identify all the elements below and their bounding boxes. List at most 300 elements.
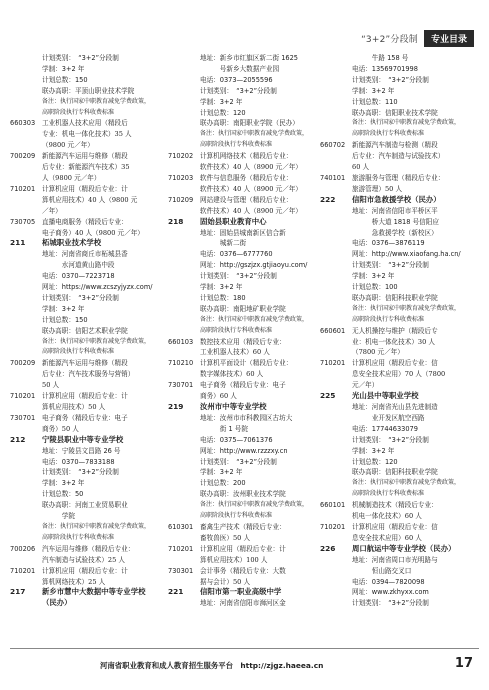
entry-text: 地址：汝州市市科教园区古坊大 [200,413,293,422]
entry-code [320,260,352,271]
info-line [168,326,314,337]
major-entry [10,206,160,217]
entry-text: 高职阶段执行专科收费标准 [352,490,425,498]
info-line [168,282,314,293]
school-entry [10,598,160,609]
entry-text: 计算机应用（精段后专业：信 [352,522,438,531]
info-line [168,118,314,129]
major-entry [10,162,160,173]
entry-code [10,337,42,348]
entry-code [10,347,42,358]
info-line [10,315,160,326]
info-line [320,315,478,326]
entry-code [10,489,42,500]
entry-text: 电话：0370—7833188 [42,457,115,466]
entry-text: 宁陵县职业中等专业学校 [42,434,124,444]
major-entry [10,228,160,239]
entry-text: 学制：3+2 年 [200,97,243,106]
entry-code [168,326,200,337]
info-line [10,467,160,478]
entry-text: 高职阶段执行专科收费标准 [352,315,425,323]
info-line [10,337,160,348]
entry-text: 人（9800 元／年） [42,173,101,182]
entry-code: 730705 [10,217,36,226]
entry-code [168,457,200,468]
info-line [168,435,314,446]
info-line [168,500,314,511]
info-line [320,457,478,468]
entry-code [10,228,42,239]
entry-text: 元／年） [352,381,379,390]
entry-text: 地址：河南省周口市光明路与 [352,555,438,564]
info-line [10,489,160,500]
major-entry [10,195,160,206]
entry-code [10,500,42,511]
entry-code [320,478,352,489]
info-line [320,108,478,119]
entry-text: 备注：执行国家中职教育减免学费政策， [352,119,461,127]
school-entry [320,544,478,555]
entry-text: 急救援学校（新校区） [352,228,438,237]
major-entry [168,566,314,577]
entry-code [320,53,352,64]
entry-text: 电话：0373—2055596 [200,75,273,84]
entry-text: 计划类别： “3+2”分段制 [42,293,119,302]
entry-code: 730301 [168,566,194,575]
entry-text: 联办高职：信阳艺术职业学院 [42,326,128,335]
entry-code [168,598,200,609]
entry-code [320,151,352,162]
entry-text: 学制：3+2 年 [352,86,395,95]
major-entry [320,533,478,544]
entry-code [10,304,42,315]
entry-text: 算机应用技术）100 人 [200,555,268,564]
major-entry [320,184,478,195]
entry-text: 备注：执行国家中职教育减免学费政策， [42,337,151,345]
entry-text: 计算机应用（精段后专业：计 [200,544,286,553]
entry-text: 计划类别： “3+2”分段制 [200,86,277,95]
entry-text: 学制：3+2 年 [42,304,85,313]
entry-text: 学制：3+2 年 [200,283,243,292]
major-entry [10,369,160,380]
major-entry [320,511,478,522]
major-entry [320,369,478,380]
major-entry [168,151,314,162]
entry-code: 710203 [168,173,194,182]
entry-code: 222 [320,194,336,204]
entry-code [10,162,42,173]
entry-code [320,598,352,609]
entry-text: 计划总数：110 [352,97,398,106]
entry-code: 710201 [320,522,346,531]
info-line [168,86,314,97]
info-line [168,467,314,478]
entry-code [320,228,352,239]
entry-code [168,511,200,522]
entry-code [168,577,200,588]
info-line [320,402,478,413]
info-line [10,446,160,457]
entry-text: 新能源汽车运用与维修（精段 [42,152,128,161]
info-line [168,238,314,249]
entry-code [168,478,200,489]
info-line [168,271,314,282]
entry-text: 商务）50 人 [42,424,79,433]
school-entry [168,217,314,228]
entry-text: 计划总数：120 [352,457,398,466]
entry-text: 联办高职：信阳科技职业学院 [352,293,438,302]
entry-code [320,184,352,195]
entry-code: 225 [320,391,336,401]
section-label: “3+2”分段制 [361,35,418,45]
entry-code [320,577,352,588]
entry-text: 计算机应用（精段后专业：信 [352,359,438,368]
entry-code [10,577,42,588]
entry-text: 联办高职：南阳地矿职业学院 [200,304,286,313]
entry-code [320,271,352,282]
info-line [320,217,478,228]
info-line [168,293,314,304]
major-entry [320,151,478,162]
info-line [320,271,478,282]
entry-text: 高职阶段执行专科收费标准 [42,108,115,116]
major-entry [168,369,314,380]
major-entry [320,347,478,358]
major-entry [320,173,478,184]
entry-code [320,108,352,119]
entry-text: 数字媒体技术）60 人 [200,370,264,379]
entry-code: 740101 [320,173,346,182]
entry-code [320,238,352,249]
entry-text: 息安全技术应用）70 人（7800 [352,370,446,379]
info-line [10,282,160,293]
info-line [320,206,478,217]
major-entry [168,544,314,555]
entry-code [168,206,200,217]
entry-text: 信阳市第一职业高级中学 [200,587,282,597]
major-entry [168,577,314,588]
entry-code: 710202 [168,152,194,161]
entry-text: 计划总数：150 [42,315,88,324]
major-entry [10,380,160,391]
entry-code [10,446,42,457]
info-line [168,97,314,108]
major-entry [320,337,478,348]
entry-code [168,108,200,119]
entry-text: 地址：河南省光山县先进制造 [352,403,438,411]
entry-code [320,511,352,522]
entry-text: 网站建设与管理（精段后专业： [200,195,293,204]
entry-text: 地址：河南省信阳市浉河区金 [200,599,286,608]
entry-text: 50 人 [42,381,60,390]
info-line [320,260,478,271]
entry-code: 710210 [168,359,194,368]
entry-text: 网址：http://gszjzx.gtjiaoyu.com/ [200,261,308,270]
entry-code [168,555,200,566]
entry-code [168,391,200,402]
entry-text: 备注：执行国家中职教育减免学费政策， [352,304,461,312]
entry-code [10,457,42,468]
info-line [10,53,160,64]
entry-text: 电话：0370—7223718 [42,272,115,281]
entry-text: 地址：河南省信阳市平桥区平 [352,206,438,215]
entry-text: 机械制造技术（精段后专业： [352,501,438,510]
major-entry [10,413,160,424]
entry-code [10,402,42,413]
major-entry [10,577,160,588]
entry-text: 汽车运用与维修（精段后专业： [42,544,135,553]
entry-text: 电子商务（精段后专业：电子 [42,413,128,422]
entry-code [10,478,42,489]
info-line [10,86,160,97]
info-line [10,249,160,260]
entry-code [320,337,352,348]
info-line [320,467,478,478]
major-entry [168,173,314,184]
entry-text: 无人机操控与维护（精段后专 [352,326,438,335]
entry-text: 计划类别： “3+2”分段制 [352,435,429,444]
entry-text: 学制：3+2 年 [352,446,395,455]
entry-code [10,369,42,380]
entry-text: 学制：3+2 年 [42,64,85,73]
entry-code [10,555,42,566]
entry-code: 610301 [168,522,194,531]
entry-text: 算机应用技术）40 人（9800 元 [42,195,138,204]
entry-text: 联办高职：河南工业贸易职业 [42,501,128,510]
info-line [320,238,478,249]
entry-code [320,129,352,140]
entry-text: 计划类别： “3+2”分段制 [352,261,429,270]
entry-text: 业：机电一体化技术）30 人 [352,337,436,346]
info-line [168,108,314,119]
entry-code [320,369,352,380]
entry-code: 660601 [320,326,346,335]
info-line [168,129,314,140]
entry-text: 电话：0375—7061376 [200,435,273,444]
entry-code [10,326,42,337]
entry-code [168,347,200,358]
info-line [168,457,314,468]
entry-code [10,380,42,391]
entry-code [168,282,200,293]
info-line [320,53,478,64]
info-line [168,228,314,239]
entry-code: 660103 [168,337,194,346]
info-line [168,53,314,64]
entry-text: 联办高职：信阳职业技术学院 [352,108,438,117]
entry-code: 226 [320,543,336,553]
entry-code [168,184,200,195]
info-line [168,249,314,260]
entry-text: 新能源汽车运用与维修（精段 [42,359,128,368]
major-entry [168,206,314,217]
entry-text: 备注：执行国家中职教育减免学费政策， [42,97,151,105]
entry-code [320,435,352,446]
entry-text: 地址：新乡市红旗区新二街 1625 [200,54,299,62]
entry-text: 计划类别： “3+2”分段制 [42,54,119,62]
entry-code [320,249,352,260]
entry-text: 学制：3+2 年 [200,468,243,477]
info-line [320,86,478,97]
entry-code: 710201 [320,359,346,368]
entry-code [320,118,352,129]
entry-text: 直播电商服务（精段后专业： [42,217,128,226]
entry-text: 软件技术）40 人（8900 元／年） [200,184,302,193]
entry-code: 700209 [10,152,36,161]
entry-text: 高职阶段执行专科收费标准 [352,130,425,138]
entry-text: 地址：宁陵县文昌路 26 号 [42,446,121,455]
entry-text: 联办高职：信阳科技职业学院 [352,468,438,477]
entry-code [320,347,352,358]
info-line [320,413,478,424]
info-line [320,228,478,239]
entry-code [320,467,352,478]
entry-code [320,217,352,228]
entry-code [168,140,200,151]
entry-text: 软件技术）40 人（8900 元／年） [200,206,302,215]
major-entry [10,184,160,195]
entry-text: 街 1 号院 [200,424,248,433]
entry-code: 660101 [320,501,346,510]
info-line [10,97,160,108]
entry-code [320,457,352,468]
entry-code [10,249,42,260]
entry-text: 机电一体化技术）60 人 [352,512,422,521]
entry-code [10,108,42,119]
column-2 [168,53,314,609]
info-line [10,326,160,337]
entry-text: 地址：固始县城南新区信合新 [200,228,286,237]
info-line [10,478,160,489]
entry-text: 后专业：汽车制造与试验技术） [352,152,445,161]
school-entry [320,391,478,402]
entry-text: 柘城职业技术学校 [42,238,102,248]
major-entry [168,347,314,358]
entry-code [320,64,352,75]
entry-code [168,64,200,75]
entry-text: 后专业：汽车技术服务与营销） [42,370,135,379]
entry-code [10,64,42,75]
info-line [168,511,314,522]
entry-text: 备注：执行国家中职教育减免学费政策， [42,522,151,530]
major-entry [10,555,160,566]
entry-text: 计划总数：120 [200,108,246,117]
entry-text: 高职阶段执行专科收费标准 [200,326,273,334]
info-line [10,108,160,119]
entry-code [10,206,42,217]
major-entry [320,358,478,369]
entry-text: 号新乡大数据产业园 [200,64,280,73]
entry-code [320,424,352,435]
entry-code [10,97,42,108]
entry-text: 牛路 158 号 [352,54,409,62]
entry-code: 219 [168,402,184,411]
major-entry [168,184,314,195]
entry-code [168,533,200,544]
entry-text: 计算机网络技术（精段后专业： [200,152,293,161]
entry-code: 660303 [10,119,36,128]
entry-code: 700206 [10,544,36,553]
entry-text: 后专业：新能源汽车技术）35 [42,163,130,172]
entry-code [10,75,42,86]
entry-code [10,53,42,64]
entry-text: 光山县中等职业学校 [352,391,419,401]
entry-code: 700209 [10,359,36,368]
entry-text: 备注：执行国家中职教育减免学费政策， [352,479,461,487]
entry-text: 电话：17744633079 [352,424,418,433]
entry-text: 软件与信息服务（精段后专业： [200,173,293,182]
entry-code [10,173,42,184]
entry-code [168,489,200,500]
entry-text: 畜牧兽医）50 人 [200,533,251,542]
entry-text: 算机应用技术）50 人 [42,403,106,411]
info-line [10,293,160,304]
major-entry [10,402,160,413]
entry-text: 联办高职：平顶山职业技术学院 [42,86,135,95]
info-line [168,75,314,86]
entry-text: 网址：http://www.xiaofang.ha.cn/ [352,250,461,259]
entry-text: 信阳市急救援学校（民办） [352,194,441,204]
info-line [10,522,160,533]
entry-text: 软件技术）40 人（8900 元／年） [200,163,302,172]
entry-text: 电子商务（精段后专业：电子 [200,381,286,390]
entry-code [320,555,352,566]
entry-text: 计划类别： “3+2”分段制 [352,75,429,84]
school-entry [168,587,314,598]
entry-text: 备注：执行国家中职教育减免学费政策， [200,501,309,509]
entry-code [320,380,352,391]
info-line [320,566,478,577]
entry-text: 业开发区航空西路 [352,413,425,422]
entry-code [168,413,200,424]
entry-code [10,260,42,271]
entry-code [320,413,352,424]
entry-text: 恒山路交叉口 [352,566,412,575]
entry-code [320,489,352,500]
entry-text: 网址：https://www.zcszyjyzx.com/ [42,283,153,292]
major-entry [10,118,160,129]
entry-code [320,315,352,326]
entry-text: 计划类别： “3+2”分段制 [352,599,429,608]
entry-text: 60 人 [352,163,370,172]
entry-text: 高职阶段执行专科收费标准 [200,512,273,520]
entry-text: 畜禽生产技术（精段后专业： [200,522,286,531]
info-line [10,347,160,358]
info-line [168,260,314,271]
entry-code [10,424,42,435]
entry-code [168,435,200,446]
entry-code [320,533,352,544]
entry-code [10,293,42,304]
entry-text: 备注：执行国家中职教育减免学费政策， [200,130,309,138]
info-line [10,457,160,468]
entry-code: 730701 [168,381,194,390]
column-1 [10,53,160,609]
entry-text: 城新二街 [200,239,247,248]
info-line [10,75,160,86]
entry-text: 网址：www.zkhyxx.com [352,588,429,597]
info-line [10,304,160,315]
info-line [320,435,478,446]
entry-text: 周口航运中等专业学校（民办） [352,543,456,553]
entry-text: 学制：3+2 年 [352,272,395,281]
entry-code [168,162,200,173]
school-entry [10,587,160,598]
entry-text: 商务）60 人 [200,392,237,401]
info-line [320,97,478,108]
entry-text: 电话：13569701998 [352,64,418,73]
entry-code [10,598,42,609]
